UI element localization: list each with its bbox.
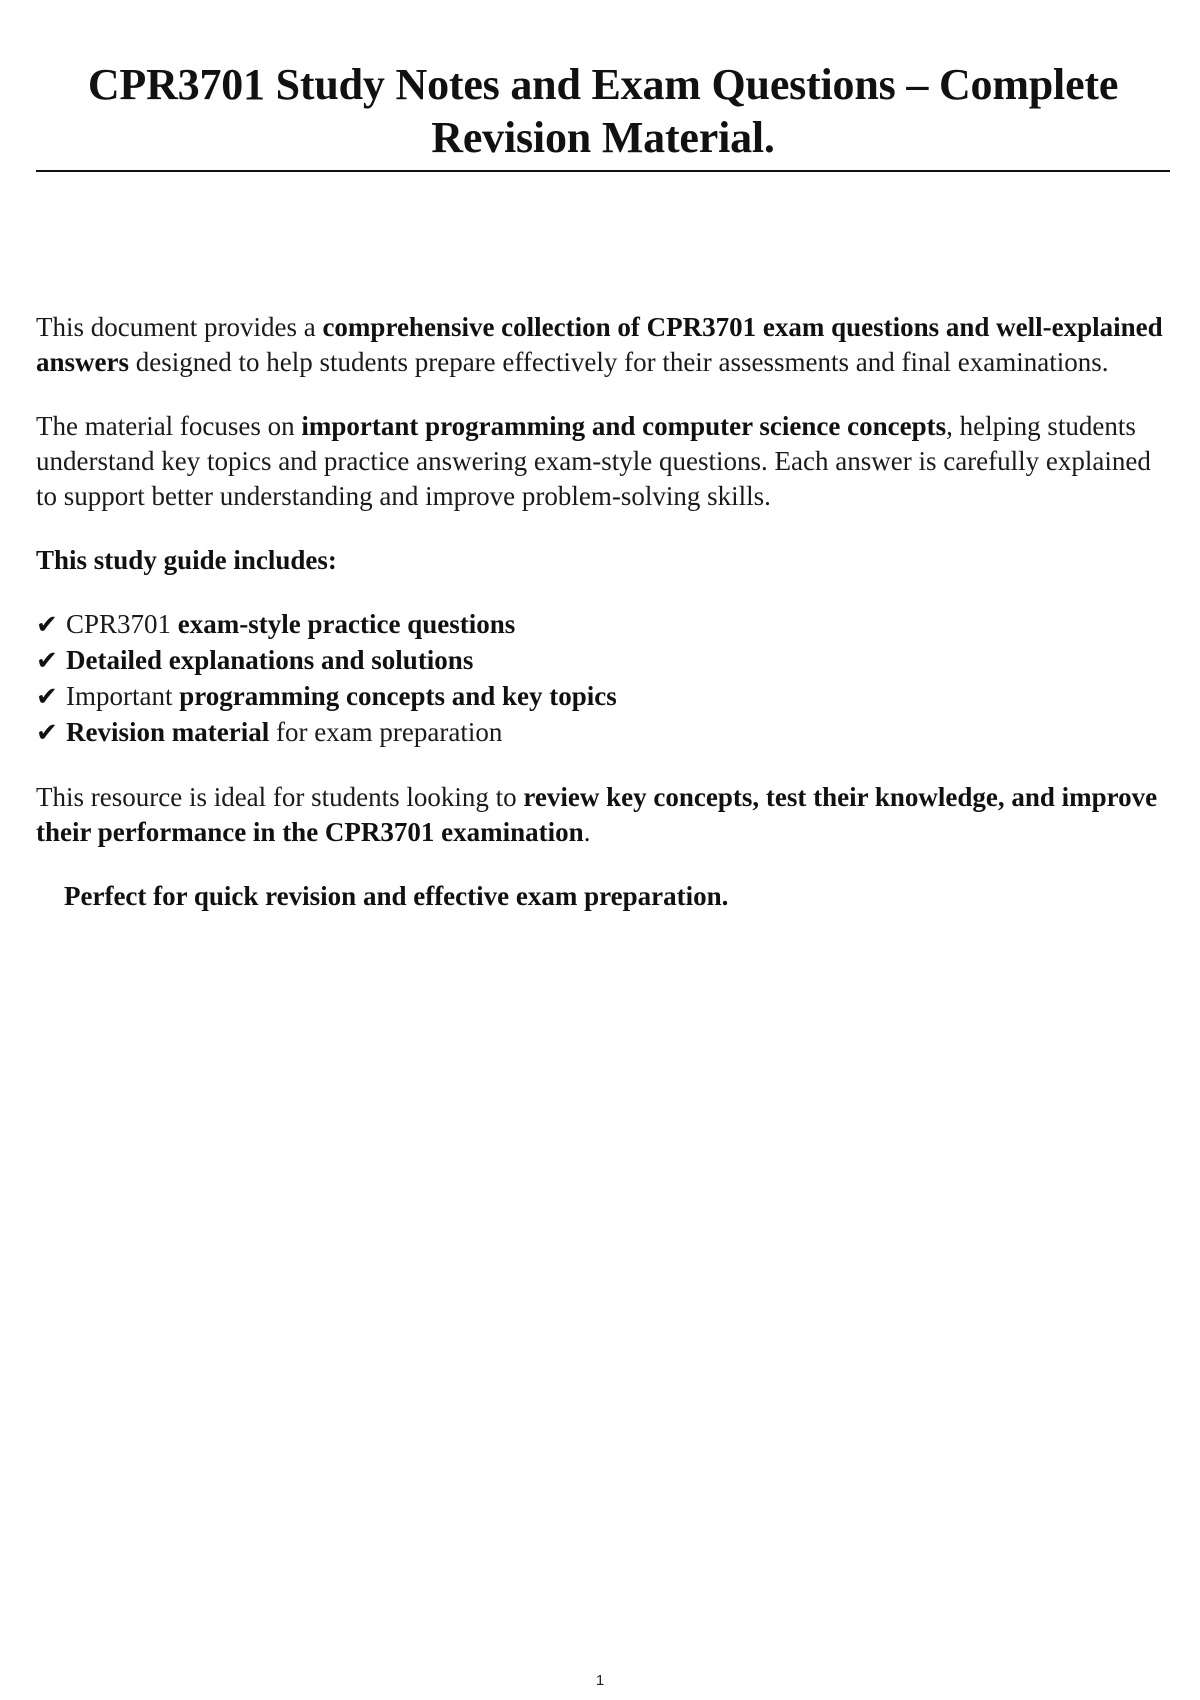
checkmark-icon: ✔ [36, 610, 58, 640]
page-number: 1 [595, 1672, 605, 1689]
list-item-text-after: for exam preparation [269, 717, 503, 747]
intro-paragraph [36, 310, 1170, 380]
list-item-bold: Detailed explanations and solutions [66, 645, 474, 675]
list-item-bold: Revision material [66, 717, 270, 747]
title-underline [36, 170, 1170, 172]
checkmark-icon: ✔ [36, 646, 58, 676]
document-title [36, 58, 1170, 164]
list-item-text: CPR3701 [66, 609, 178, 639]
list-item [36, 679, 1170, 715]
ideal-text-1: This resource is ideal for students looking to [36, 782, 524, 812]
title-line-2: Revision Material. [431, 113, 775, 162]
document-body [36, 310, 1170, 914]
list-item [36, 715, 1170, 751]
focus-bold: important programming and computer science concepts [301, 411, 947, 441]
checkmark-icon: ✔ [36, 682, 58, 712]
focus-paragraph [36, 409, 1170, 514]
ideal-paragraph [36, 780, 1170, 850]
list-item [36, 607, 1170, 643]
ideal-text-2: . [583, 817, 591, 847]
title-line-1: CPR3701 Study Notes and Exam Questions – Complete [87, 60, 1119, 109]
list-item [36, 643, 1170, 679]
intro-bold: comprehensive collection of CPR3701 exam questions and well-explained answers [36, 312, 1163, 377]
list-item-bold: exam-style practice questions [177, 609, 516, 639]
intro-text-1: This document provides a [36, 312, 323, 342]
list-item-bold: programming concepts and key topics [179, 681, 617, 711]
checkmark-icon: ✔ [36, 718, 58, 748]
ideal-bold: review key concepts, test their knowledge, and improve their performance in the CPR3701 examination [36, 782, 1158, 847]
intro-text-2: designed to help students prepare effectively for their assessments and final examinations. [129, 347, 1109, 377]
list-item-text: Important [66, 681, 180, 711]
includes-list [36, 607, 1170, 751]
focus-text-1: The material focuses on [36, 411, 302, 441]
includes-heading: This study guide includes: [36, 545, 337, 575]
focus-text-2: , helping students understand key topics and practice answering exam-style questions. Each answer is carefully explained to support better understanding and improve problem-solving skills. [36, 411, 1151, 511]
closing-statement: Perfect for quick revision and effective exam preparation. [64, 881, 729, 911]
